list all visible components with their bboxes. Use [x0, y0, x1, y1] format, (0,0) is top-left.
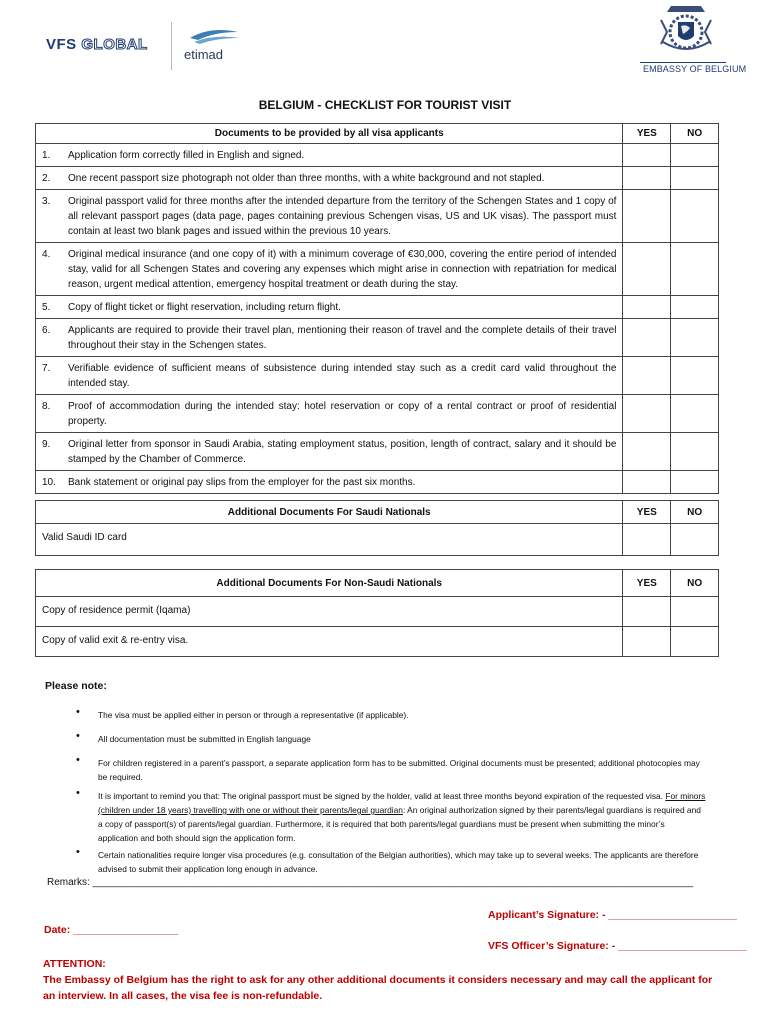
item-text: Applicants are required to provide their travel plan, mentioning their reason of travel and the complete details of their travel throughout their stay in the Schengen states. — [68, 325, 617, 351]
table-header-row — [36, 570, 719, 597]
item-number: 2. — [42, 173, 51, 184]
note-item — [76, 756, 706, 784]
table-row — [36, 296, 719, 319]
item-number: 5. — [42, 302, 51, 313]
bullet-icon: • — [76, 706, 80, 718]
attention-title: ATTENTION: — [43, 958, 106, 970]
item-number: 10. — [42, 477, 56, 488]
item-text: One recent passport size photograph not older than three months, with a white background and not stapled. — [68, 173, 545, 184]
item-text: Original medical insurance (and one copy of it) with a minimum coverage of €30,000, covering the entire period of intended stay, valid for all Schengen States and covering any expenses which might arise in connection with repatriation for medical reason, urgent medical attention, emergency hospital treatment or death during the stay. — [68, 249, 617, 290]
item-number: 7. — [42, 363, 51, 374]
etimad-logo-text: etimad — [184, 47, 224, 62]
item-number: 3. — [42, 196, 51, 207]
notes-title: Please note: — [45, 680, 107, 692]
note-item — [76, 732, 706, 746]
table-row — [36, 319, 719, 357]
yes-column-header: YES — [623, 124, 671, 144]
bullet-icon: • — [76, 846, 80, 858]
attention-text: The Embassy of Belgium has the right to ask for any other additional documents it considers necessary and may call the applicant for an interview. In all cases, the visa fee is non-refundable. — [43, 974, 713, 1002]
no-checkbox-cell[interactable] — [671, 627, 719, 657]
bullet-icon: • — [76, 730, 80, 742]
table-row — [36, 144, 719, 167]
no-checkbox-cell[interactable] — [671, 167, 719, 190]
table-row — [36, 597, 719, 627]
no-column-header: NO — [671, 124, 719, 144]
officer-signature-field[interactable]: VFS Officer’s Signature: - ______________________ — [488, 940, 747, 952]
embassy-label: EMBASSY OF BELGIUM — [643, 64, 747, 74]
no-checkbox-cell[interactable] — [671, 524, 719, 556]
table-row — [36, 357, 719, 395]
no-column-header: NO — [671, 501, 719, 524]
item-text: Original letter from sponsor in Saudi Arabia, stating employment status, position, length of contract, salary and it should be stamped by the Chamber of Commerce. — [68, 439, 617, 465]
table-row — [36, 433, 719, 471]
note-text-part: : An original authorization signed by their parents/legal guardians is required and a copy of passport(s) of parents/legal guardian. Furthermore, it is required that both parents/legal guardians must be present when submitting the minor’s application and both should sign the application form. — [98, 805, 701, 843]
yes-checkbox-cell[interactable] — [623, 190, 671, 243]
item-number: 8. — [42, 401, 51, 412]
bullet-icon: • — [76, 787, 80, 799]
no-checkbox-cell[interactable] — [671, 597, 719, 627]
no-checkbox-cell[interactable] — [671, 190, 719, 243]
page-title: BELGIUM - CHECKLIST FOR TOURIST VISIT — [258, 98, 512, 112]
item-text: Bank statement or original pay slips from the employer for the past six months. — [68, 477, 416, 488]
note-text: For children registered in a parent’s passport, a separate application form has to be submitted. Original documents must be presented; additional photocopies may be required. — [98, 758, 700, 782]
saudi-nationals-table — [35, 500, 719, 556]
item-number: 4. — [42, 249, 51, 260]
embassy-underline — [640, 62, 726, 63]
table-row — [36, 524, 719, 556]
table-header-row — [36, 124, 719, 144]
vfs-global-logo — [46, 36, 148, 53]
note-text: The visa must be applied either in person or through a representative (if applicable). — [98, 710, 409, 720]
remarks-field[interactable]: Remarks: ____________________________________________________________________________________________________________ — [47, 877, 694, 888]
table-header-row — [36, 501, 719, 524]
item-text: Copy of flight ticket or flight reservation, including return flight. — [68, 302, 341, 313]
yes-checkbox-cell[interactable] — [623, 471, 671, 494]
no-checkbox-cell[interactable] — [671, 471, 719, 494]
no-checkbox-cell[interactable] — [671, 144, 719, 167]
no-column-header: NO — [671, 570, 719, 597]
belgium-crest-icon — [653, 2, 719, 60]
note-text: Certain nationalities require longer visa procedures (e.g. consultation of the Belgian authorities), which may take up to several weeks. The applicants are therefore advised to submit their application long enough in advance. — [98, 850, 699, 874]
saudi-table-header: Additional Documents For Saudi Nationals — [36, 501, 623, 524]
yes-checkbox-cell[interactable] — [623, 243, 671, 296]
bullet-icon: • — [76, 754, 80, 766]
yes-checkbox-cell[interactable] — [623, 296, 671, 319]
yes-checkbox-cell[interactable] — [623, 319, 671, 357]
note-text: All documentation must be submitted in English language — [98, 734, 311, 744]
logo-divider — [171, 22, 172, 70]
applicant-signature-field[interactable]: Applicant’s Signature: - ______________________ — [488, 909, 737, 921]
no-checkbox-cell[interactable] — [671, 395, 719, 433]
table-row — [36, 167, 719, 190]
yes-checkbox-cell[interactable] — [623, 357, 671, 395]
no-checkbox-cell[interactable] — [671, 357, 719, 395]
no-checkbox-cell[interactable] — [671, 296, 719, 319]
vfs-logo-text-b: GLOBAL — [81, 36, 148, 53]
no-checkbox-cell[interactable] — [671, 433, 719, 471]
yes-checkbox-cell[interactable] — [623, 597, 671, 627]
yes-column-header: YES — [623, 501, 671, 524]
main-table-header: Documents to be provided by all visa applicants — [36, 124, 623, 144]
item-text: Original passport valid for three months after the intended departure from the territory of the Schengen States and 1 copy of all relevant passport pages (data page, pages containing previous Schengen visas, US and UK visas). The passport must contain at least two blank pages and issued within the previous 10 years. — [68, 196, 617, 237]
yes-checkbox-cell[interactable] — [623, 524, 671, 556]
note-item — [76, 789, 706, 845]
attention-block — [43, 956, 723, 1004]
yes-checkbox-cell[interactable] — [623, 144, 671, 167]
vfs-logo-text-a: VFS — [46, 36, 77, 53]
no-checkbox-cell[interactable] — [671, 319, 719, 357]
item-text: Valid Saudi ID card — [36, 524, 623, 556]
item-text: Verifiable evidence of sufficient means of subsistence during intended stay such as a credit card valid throughout the intended stay. — [68, 363, 617, 389]
yes-checkbox-cell[interactable] — [623, 627, 671, 657]
note-text-part: It is important to remind you that: The original passport must be signed by the holder, valid at least three months beyond expiration of the requested visa. — [98, 791, 666, 801]
item-number: 1. — [42, 150, 51, 161]
yes-checkbox-cell[interactable] — [623, 395, 671, 433]
non-saudi-nationals-table — [35, 569, 719, 657]
no-checkbox-cell[interactable] — [671, 243, 719, 296]
item-number: 6. — [42, 325, 51, 336]
table-row — [36, 471, 719, 494]
note-item — [76, 848, 706, 876]
note-text — [98, 789, 706, 845]
non-saudi-table-header: Additional Documents For Non-Saudi Nationals — [36, 570, 623, 597]
table-row — [36, 243, 719, 296]
item-number: 9. — [42, 439, 51, 450]
table-row — [36, 627, 719, 657]
yes-checkbox-cell[interactable] — [623, 167, 671, 190]
item-text: Copy of residence permit (Iqama) — [36, 597, 623, 627]
main-checklist-table — [35, 123, 719, 494]
note-text-underlined: For minors (children under 18 years) travelling with one or without their parents/legal guardian — [98, 791, 706, 815]
date-field[interactable]: Date: __________________ — [44, 924, 179, 936]
item-text: Application form correctly filled in English and signed. — [68, 150, 305, 161]
yes-checkbox-cell[interactable] — [623, 433, 671, 471]
item-text: Copy of valid exit & re-entry visa. — [36, 627, 623, 657]
item-text: Proof of accommodation during the intended stay: hotel reservation or copy of a rental contract or proof of residential property. — [68, 401, 617, 427]
table-row — [36, 190, 719, 243]
note-item — [76, 708, 706, 722]
yes-column-header: YES — [623, 570, 671, 597]
table-row — [36, 395, 719, 433]
